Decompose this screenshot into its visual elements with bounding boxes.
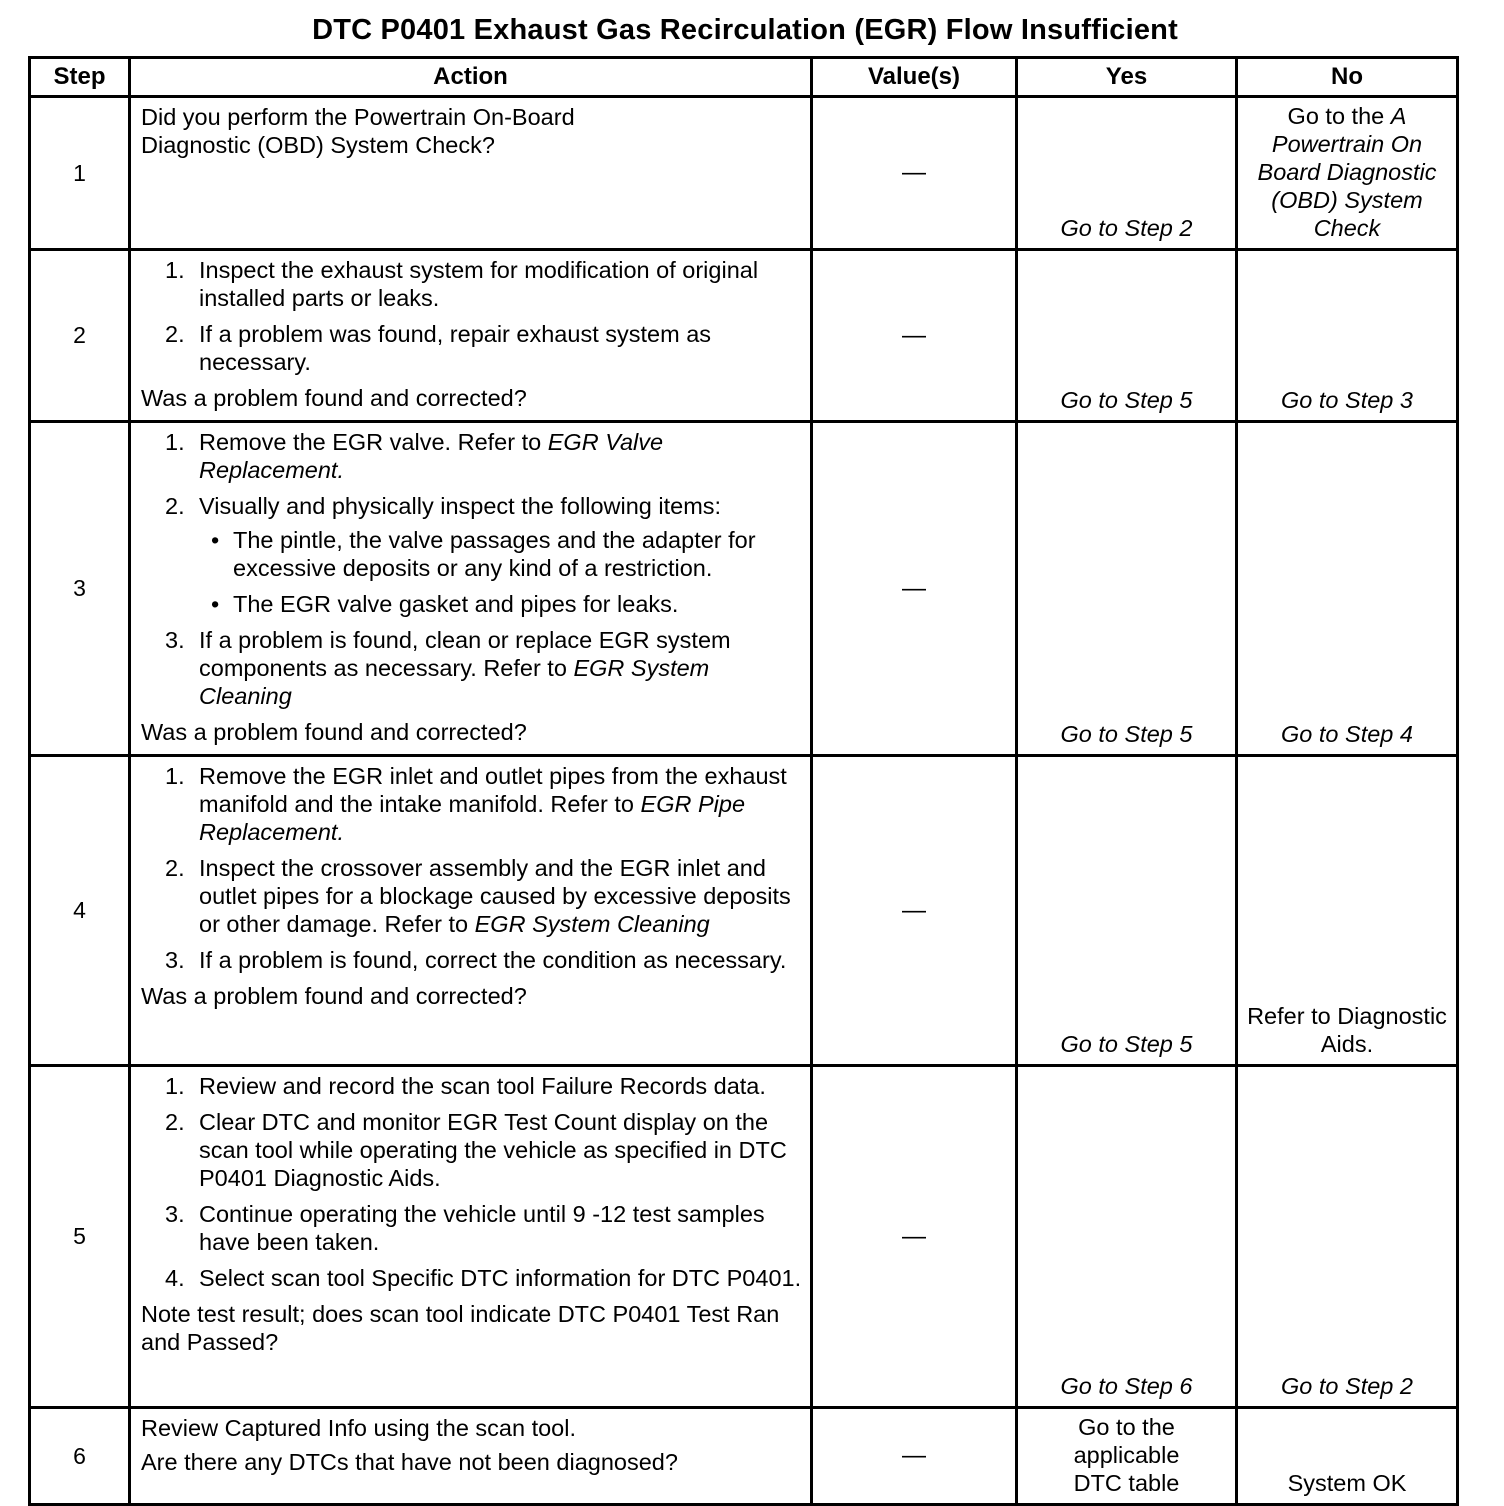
table-row [30,97,1458,250]
list-item: 1. Review and record the scan tool Failure Records data. [165,1073,766,1099]
table-row [30,422,1458,756]
step-number: 6 [30,1408,130,1505]
action-cell [130,250,812,422]
no-cell: Go to Step 4 [1237,422,1458,756]
header-action: Action [130,58,812,97]
action-cell [130,1408,812,1505]
value-cell: — [812,250,1017,422]
bullet-list [199,526,802,618]
action-question: Was a problem found and corrected? [141,983,527,1009]
no-cell: Go to Step 3 [1237,250,1458,422]
step-number: 3 [30,422,130,756]
value-cell: — [812,1066,1017,1408]
header-row [30,58,1458,97]
step-number: 1 [30,97,130,250]
value-cell: — [812,97,1017,250]
header-no: No [1237,58,1458,97]
action-list [141,256,802,376]
action-cell [130,1066,812,1408]
list-item: 1. Inspect the exhaust system for modification of original installed parts or leaks. [165,257,759,311]
page-title: DTC P0401 Exhaust Gas Recirculation (EGR) Flow Insufficient [312,14,1178,46]
action-question: Note test result; does scan tool indicate DTC P0401 Test Ran and Passed? [141,1301,780,1355]
list-item: 2. Clear DTC and monitor EGR Test Count display on the scan tool while operating the vehicle as specified in DTC P0401 Diagnostic Aids. [165,1109,787,1191]
list-item: 3. If a problem is found, correct the condition as necessary. [165,947,787,973]
list-item: 1. Remove the EGR valve. Refer to EGR Valve Replacement. [165,429,664,483]
yes-cell: Go to Step 5 [1017,250,1237,422]
header-values: Value(s) [812,58,1017,97]
yes-cell: Go to Step 5 [1017,422,1237,756]
step-number: 4 [30,756,130,1066]
action-cell [130,97,812,250]
value-cell: — [812,422,1017,756]
step-number: 5 [30,1066,130,1408]
yes-cell: Go to Step 5 [1017,756,1237,1066]
no-cell: Go to Step 2 [1237,1066,1458,1408]
yes-cell: Go to Step 6 [1017,1066,1237,1408]
no-cell: System OK [1237,1408,1458,1505]
list-item: 3. If a problem is found, clean or replace EGR system components as necessary. Refer to EGR System Cleaning [165,627,731,709]
table-row [30,250,1458,422]
value-cell: — [812,756,1017,1066]
diagnostic-table [28,56,1459,1506]
action-question: Are there any DTCs that have not been diagnosed? [141,1449,678,1475]
yes-cell: Go to the applicable DTC table [1017,1408,1237,1505]
list-item: 2. Inspect the crossover assembly and the EGR inlet and outlet pipes for a blockage caused by excessive deposits or other damage. Refer to EGR System Cleaning [165,855,791,937]
header-yes: Yes [1017,58,1237,97]
no-reference: A Powertrain On Board Diagnostic (OBD) System Check [1257,103,1437,241]
action-text: Did you perform the Powertrain On-Board Diagnostic (OBD) System Check? [141,104,575,158]
header-step: Step [30,58,130,97]
no-prefix: Go to the [1287,103,1385,129]
action-list [141,762,802,974]
list-item: 2. If a problem was found, repair exhaust system as necessary. [165,321,712,375]
list-item: 2. Visually and physically inspect the following items: • The pintle, the valve passages and the adapter for excessive deposits or any kind of a restriction. • The EGR valve gasket and pipes for leaks. [141,492,802,618]
table-row [30,1066,1458,1408]
action-list [141,1072,802,1292]
list-item: 3. Continue operating the vehicle until 9 -12 test samples have been taken. [165,1201,765,1255]
table-row [30,1408,1458,1505]
table-row [30,756,1458,1066]
action-question: Was a problem found and corrected? [141,719,527,745]
yes-cell: Go to Step 2 [1017,97,1237,250]
list-item: 1. Remove the EGR inlet and outlet pipes from the exhaust manifold and the intake manifold. Refer to EGR Pipe Replacement. [165,763,787,845]
action-text: Review Captured Info using the scan tool. [141,1415,577,1441]
list-item: 4. Select scan tool Specific DTC information for DTC P0401. [165,1265,802,1291]
bullet-item: • The EGR valve gasket and pipes for leaks. [211,591,679,617]
no-cell: Refer to Diagnostic Aids. [1237,756,1458,1066]
step-number: 2 [30,250,130,422]
bullet-item: • The pintle, the valve passages and the adapter for excessive deposits or any kind of a restriction. [211,527,756,581]
no-cell [1237,97,1458,250]
value-cell: — [812,1408,1017,1505]
action-question: Was a problem found and corrected? [141,385,527,411]
action-cell [130,756,812,1066]
action-list [141,428,802,710]
action-cell [130,422,812,756]
